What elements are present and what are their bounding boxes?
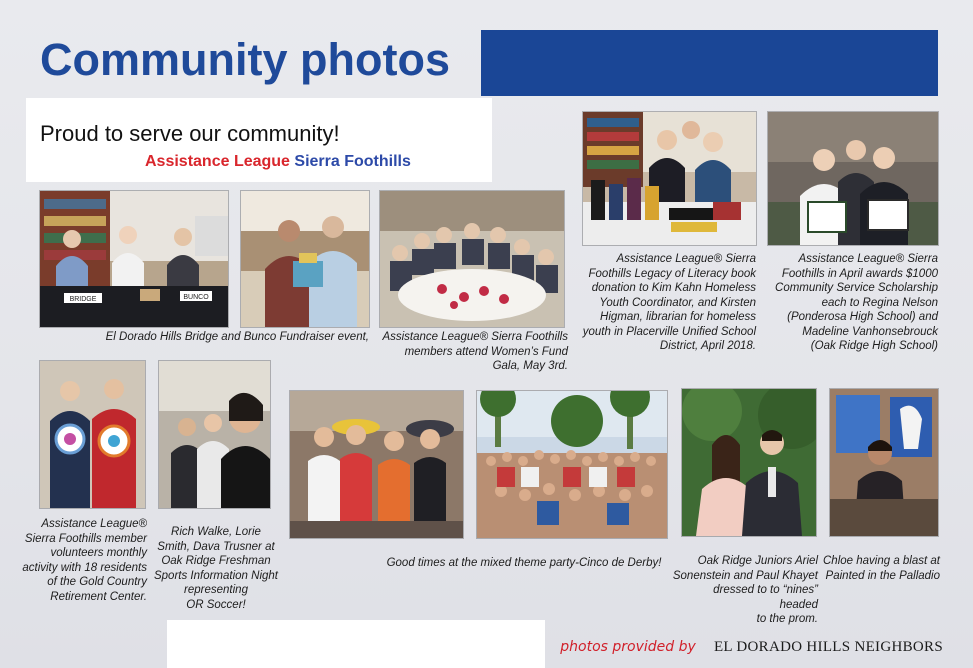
- caption-line: (Ponderosa High School) and: [787, 311, 938, 323]
- caption-line: dressed to to “nines” headed: [713, 584, 818, 611]
- photo-bridge-bunco-two-women: [241, 191, 369, 327]
- page-title: Community photos: [40, 34, 450, 85]
- photo-retirement-center-volunteers: [40, 361, 145, 508]
- caption-line: Oak Ridge Freshman: [161, 555, 271, 567]
- caption-line: Oak Ridge Juniors Ariel: [697, 555, 818, 567]
- caption-retirement-center: [20, 517, 147, 604]
- photo-cinco-de-derby-group: [477, 391, 667, 538]
- photo-scholarship-awards: [768, 112, 938, 245]
- caption-prom: [672, 554, 818, 627]
- caption-cinco-de-derby: Good times at the mixed theme party-Cinco de Derby!: [386, 557, 662, 569]
- organization-name-part1: Assistance League: [145, 153, 290, 170]
- caption-line: Youth Coordinator, and Kirsten: [599, 296, 756, 309]
- caption-line: Smith, Dava Trusner at: [157, 540, 275, 553]
- caption-line: members attend Women’s Fund: [404, 345, 568, 358]
- caption-line: District, April 2018.: [659, 340, 756, 352]
- caption-line: volunteers monthly: [50, 547, 147, 559]
- caption-line: Foothills Legacy of Literacy book: [588, 267, 756, 280]
- caption-line: OR Soccer!: [186, 598, 246, 611]
- caption-sports-night: [152, 525, 280, 612]
- caption-line: Sonenstein and Paul Khayet: [672, 569, 818, 582]
- photo-cinco-de-derby-costumes: [290, 391, 463, 538]
- organization-name: [145, 153, 411, 171]
- photo-credit: [560, 638, 943, 656]
- bridge-sign-text: BRIDGE: [69, 296, 97, 303]
- bunco-sign-text: BUNCO: [183, 294, 209, 301]
- caption-line: Community Service Scholarship: [775, 282, 938, 294]
- photo-credit-name: EL DORADO HILLS NEIGHBORS: [713, 639, 943, 655]
- photo-legacy-of-literacy: [583, 112, 756, 245]
- caption-line: youth in Placerville Unified School: [582, 325, 756, 338]
- caption-line: Madeline Vanhonsebrouck: [802, 325, 938, 338]
- caption-painting: [808, 554, 940, 583]
- caption-line: to the prom.: [756, 613, 818, 625]
- caption-line: Sierra Foothills member: [24, 532, 147, 545]
- photo-sports-information-night: [159, 361, 270, 508]
- caption-line: Assistance League®: [41, 518, 147, 530]
- caption-line: Assistance League® Sierra: [616, 253, 756, 265]
- caption-bridge-bunco: El Dorado Hills Bridge and Bunco Fundraiser event,: [105, 331, 369, 343]
- header-accent-bar: [481, 30, 938, 96]
- photo-painting-class: [830, 389, 938, 536]
- caption-line: of the Gold Country: [47, 576, 147, 588]
- caption-line: Assistance League® Sierra Foothills: [382, 331, 568, 343]
- caption-line: Painted in the Palladio: [825, 569, 940, 582]
- caption-line: donation to Kim Kahn Homeless: [591, 282, 756, 294]
- caption-line: Foothills in April awards $1000: [781, 267, 938, 280]
- caption-line: Sports Information Night: [153, 569, 278, 582]
- caption-line: Rich Walke, Lorie: [171, 526, 261, 538]
- organization-name-part2: Sierra Foothills: [294, 153, 411, 170]
- caption-line: Chloe having a blast at: [823, 555, 940, 567]
- photo-prom-couple: [682, 389, 816, 536]
- caption-line: representing: [184, 584, 248, 596]
- caption-line: Higman, librarian for homeless: [600, 311, 756, 323]
- footer-blank-box: [167, 620, 545, 668]
- caption-line: Gala, May 3rd.: [492, 360, 568, 372]
- caption-line: Assistance League® Sierra: [798, 253, 938, 265]
- photo-credit-label: photos provided by: [560, 639, 696, 655]
- caption-womens-fund-gala: [380, 330, 568, 374]
- caption-line: activity with 18 residents: [22, 561, 147, 574]
- caption-line: each to Regina Nelson: [821, 296, 938, 309]
- caption-scholarship-awards: [760, 252, 938, 354]
- caption-legacy-of-literacy: [578, 252, 756, 354]
- caption-line: Retirement Center.: [50, 590, 147, 603]
- photo-womens-fund-gala: [380, 191, 564, 327]
- intro-tagline: Proud to serve our community!: [40, 121, 340, 146]
- caption-line: (Oak Ridge High School): [810, 340, 938, 352]
- photo-bridge-bunco-volunteers: [40, 191, 228, 327]
